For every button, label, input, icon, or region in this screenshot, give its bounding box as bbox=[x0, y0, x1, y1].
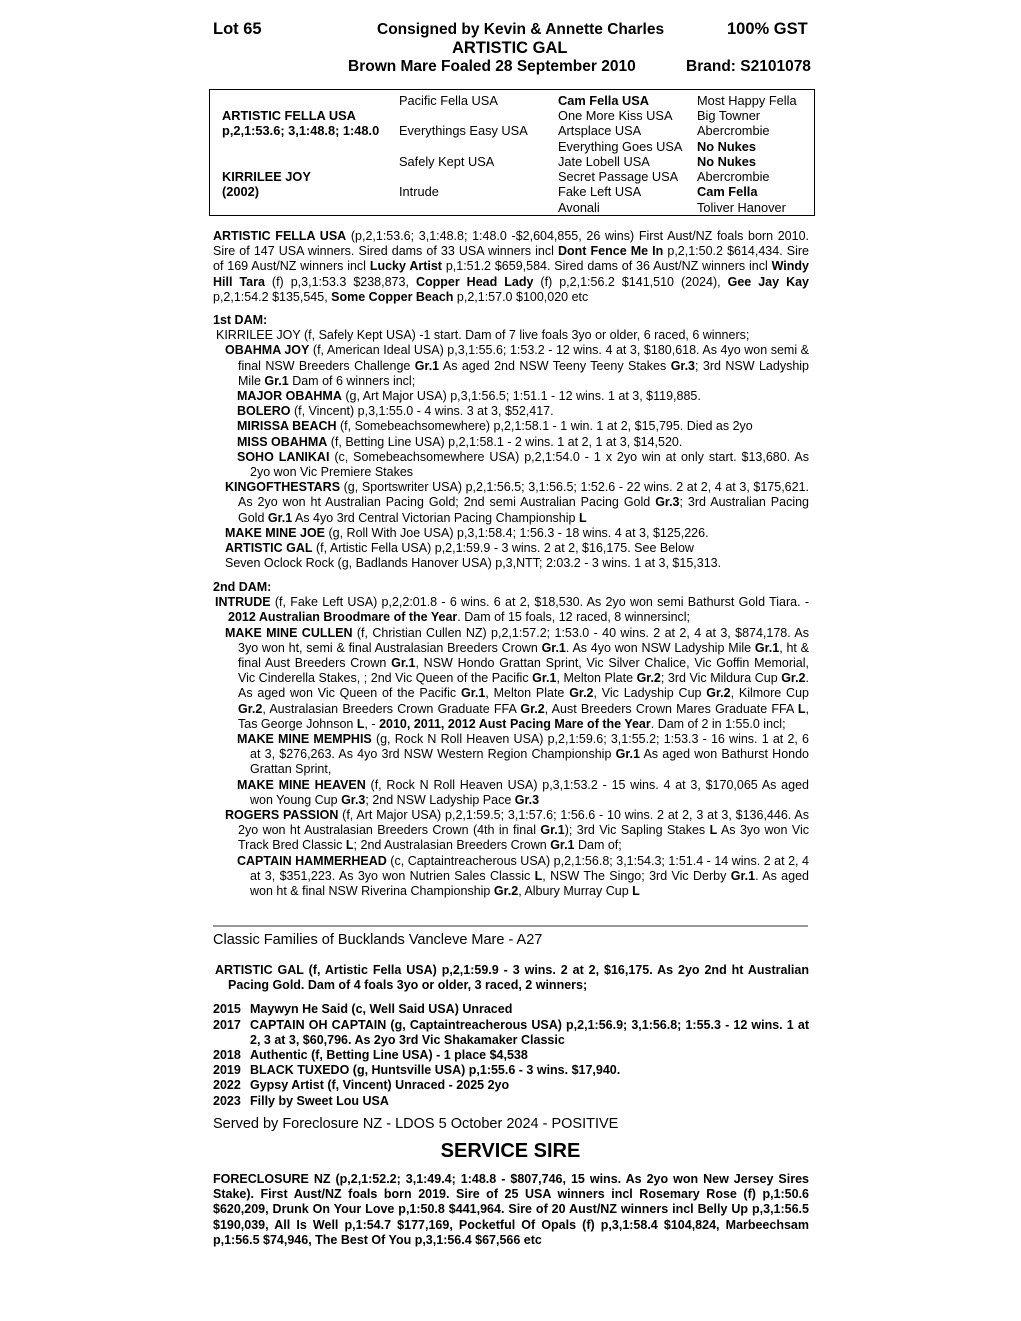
section-divider bbox=[213, 925, 808, 927]
service-sire-text: FORECLOSURE NZ (p,2,1:52.2; 3,1:49.4; 1:48.8 - $807,746, 15 wins. As 2yo won New Jersey Sires Stake). First Aust/NZ foals born 2019. Sire of 25 USA winners incl Rosemary Rose (f) p,1:50.6 $620,209, Drunk On Your Love p,1:50.8 $441,964. Sire of 20 Aust/NZ winners incl Belly Up p,3,1:56.5 $190,039, All Is Well p,1:54.7 $177,169, Pocketful Of Opals (f) p,3,1:58.4 $104,824, Marbeechsam p,1:56.5 $74,946, The Best Of You p,3,1:56.4 $67,566 etc bbox=[213, 1172, 809, 1247]
progeny-entry: BOLERO (f, Vincent) p,3,1:55.0 - 4 wins. 3 at 3, $52,417. bbox=[237, 404, 554, 419]
progeny-year-entry: 2015 Maywyn He Said (c, Well Said USA) Unraced bbox=[213, 1002, 513, 1017]
pedigree-sire: ARTISTIC FELLA USA bbox=[222, 108, 356, 123]
progeny-entry: ARTISTIC GAL (f, Artistic Fella USA) p,2,1:59.9 - 3 wins. 2 at 2, $16,175. See Below bbox=[225, 541, 694, 556]
pedigree-g1: Intrude bbox=[399, 184, 439, 199]
pedigree-g2: Avonali bbox=[558, 200, 600, 215]
progeny-year-entry: 2022 Gypsy Artist (f, Vincent) Unraced - 2025 2yo bbox=[213, 1078, 510, 1093]
horse-name: ARTISTIC GAL bbox=[452, 39, 568, 57]
progeny-year-entry: 2023 Filly by Sweet Lou USA bbox=[213, 1093, 389, 1108]
progeny-year-entry: 2018 Authentic (f, Betting Line USA) - 1 place $4,538 bbox=[213, 1048, 528, 1063]
classic-families-title: Classic Families of Bucklands Vancleve Mare - A27 bbox=[213, 932, 543, 948]
horse-description: Brown Mare Foaled 28 September 2010 bbox=[348, 58, 636, 75]
progeny-entry: MAKE MINE JOE (g, Roll With Joe USA) p,3,1:58.4; 1:56.3 - 18 wins. 4 at 3, $125,226. bbox=[225, 525, 709, 540]
pedigree-g3: No Nukes bbox=[697, 154, 757, 169]
pedigree-g2: Cam Fella USA bbox=[558, 93, 650, 108]
progeny-year-entry: 2019 BLACK TUXEDO (g, Huntsville USA) p,1:55.6 - 3 wins. $17,940. bbox=[213, 1063, 621, 1078]
progeny-entry: Seven Oclock Rock (g, Badlands Hanover USA) p,3,NTT; 2:03.2 - 3 wins. 1 at 3, $15,313. bbox=[225, 556, 722, 571]
progeny-year-entry: 2017 CAPTAIN OH CAPTAIN (g, Captaintreacherous USA) p,2,1:56.9; 3,1:56.8; 1:55.3 - 12 wins. 1 at 2, 3 at 3, $60,796. As 2yo 3rd Vic Shakamaker Classic bbox=[213, 1017, 809, 1047]
gst-status: 100% GST bbox=[727, 20, 808, 38]
pedigree-dam: KIRRILEE JOY bbox=[222, 169, 311, 184]
progeny-entry: MAJOR OBAHMA (g, Art Major USA) p,3,1:56.5; 1:51.1 - 12 wins. 1 at 3, $119,885. bbox=[237, 389, 701, 404]
progeny-entry: SOHO LANIKAI (c, Somebeachsomewhere USA) p,2,1:54.0 - 1 x 2yo win at only start. $13,680. As 2yo won Vic Premiere Stakes bbox=[237, 449, 810, 480]
progeny-entry: MAKE MINE CULLEN (f, Christian Cullen NZ) p,2,1:57.2; 1:53.0 - 40 wins. 2 at 2, 4 at 3, $874,178. As 3yo won ht, semi & final Australasian Breeders Crown Gr.1. As 4yo won NSW Ladyship Mile Gr.1, ht & final Aust Breeders Crown Gr.1, NSW Hondo Grattan Sprint, Vic Silver Chalice, Vic Goffin Memorial, Vic Cinderella Stakes, ; 2nd Vic Queen of the Pacific Gr.1, Melton Plate Gr.2; 3rd Vic Mildura Cup Gr.2. As aged won Vic Queen of the Pacific Gr.1, Melton Plate Gr.2, Vic Ladyship Cup Gr.2, Kilmore Cup Gr.2, Australasian Breeders Crown Graduate FFA Gr.2, Aust Breeders Crown Mares Graduate FFA L, Tas George Johnson L, - 2010, 2011, 2012 Aust Pacing Mare of the Year. Dam of 2 in 1:55.0 incl; bbox=[225, 625, 810, 731]
pedigree-g3: Toliver Hanover bbox=[697, 200, 786, 215]
pedigree-g2: Artsplace USA bbox=[558, 123, 642, 138]
second-dam-intro: INTRUDE (f, Fake Left USA) p,2,2:01.8 - 6 wins. 6 at 2, $18,530. As 2yo won semi Bathurst Gold Tiara. - 2012 Australian Broodmare of the Year. Dam of 15 foals, 12 raced, 8 winnersincl; bbox=[215, 595, 809, 625]
pedigree-g2: Secret Passage USA bbox=[558, 169, 679, 184]
brand: Brand: S2101078 bbox=[686, 58, 811, 75]
progeny-entry: MIRISSA BEACH (f, Somebeachsomewhere) p,2,1:58.1 - 1 win. 1 at 2, $15,795. Died as 2yo bbox=[237, 419, 753, 434]
pedigree-g3: No Nukes bbox=[697, 139, 757, 154]
pedigree-g1: Safely Kept USA bbox=[399, 154, 495, 169]
progeny-entry: MAKE MINE HEAVEN (f, Rock N Roll Heaven USA) p,3,1:53.2 - 15 wins. 4 at 3, $170,065 As aged won Young Cup Gr.3; 2nd NSW Ladyship Pace Gr.3 bbox=[237, 777, 809, 807]
pedigree-g2: Everything Goes USA bbox=[558, 139, 683, 154]
pedigree-g3: Cam Fella bbox=[697, 184, 758, 199]
pedigree-g2: Jate Lobell USA bbox=[558, 154, 650, 169]
pedigree-g3: Abercrombie bbox=[697, 123, 770, 138]
pedigree-g3: Abercrombie bbox=[697, 169, 770, 184]
pedigree-sire-record: p,2,1:53.6; 3,1:48.8; 1:48.0 bbox=[222, 123, 380, 138]
pedigree-dam-year: (2002) bbox=[222, 184, 259, 199]
sire-summary: ARTISTIC FELLA USA (p,2,1:53.6; 3,1:48.8; 1:48.0 -$2,604,855, 26 wins) First Aust/NZ foals born 2010. Sire of 147 USA winners. Sired dams of 33 USA winners incl Dont Fence Me In p,2,1:50.2 $614,434. Sire of 169 Aust/NZ winners incl Lucky Artist p,1:51.2 $659,584. Sired dams of 36 Aust/NZ winners incl Windy Hill Tara (f) p,3,1:53.3 $238,873, Copper Head Lady (f) p,2,1:56.2 $141,510 (2024), Gee Jay Kay p,2,1:54.2 $135,545, Some Copper Beach p,2,1:57.0 $100,020 etc bbox=[213, 229, 810, 304]
classic-summary: ARTISTIC GAL (f, Artistic Fella USA) p,2,1:59.9 - 3 wins. 2 at 2, $16,175. As 2yo 2nd ht Australian Pacing Gold. Dam of 4 foals 3yo or older, 3 raced, 2 winners; bbox=[215, 963, 809, 993]
pedigree-g1: Everythings Easy USA bbox=[399, 123, 528, 138]
progeny-entry: ROGERS PASSION (f, Art Major USA) p,2,1:59.5; 3,1:57.6; 1:56.6 - 10 wins. 2 at 2, 3 at 3, $136,446. As 2yo won ht Australasian Breeders Crown (4th in final Gr.1); 3rd Vic Sapling Stakes L As 3yo won Vic Track Bred Classic L; 2nd Australasian Breeders Crown Gr.1 Dam of; bbox=[225, 808, 810, 853]
progeny-entry: KINGOFTHESTARS (g, Sportswriter USA) p,2,1:56.5; 3,1:56.5; 1:52.6 - 22 wins. 2 at 2, 4 at 3, $175,621. As 2yo won ht Australian Pacing Gold; 2nd semi Australian Pacing Gold Gr.3; 3rd Australian Pacing Gold Gr.1 As 4yo 3rd Central Victorian Pacing Championship L bbox=[225, 480, 810, 525]
pedigree-g2: Fake Left USA bbox=[558, 184, 642, 199]
classic-families bbox=[213, 963, 809, 1109]
pedigree-g3: Most Happy Fella bbox=[697, 93, 797, 108]
first-dam-intro: KIRRILEE JOY (f, Safely Kept USA) -1 start. Dam of 7 live foals 3yo or older, 6 raced, 6 winners; bbox=[216, 328, 750, 343]
second-dam-heading: 2nd DAM: bbox=[213, 580, 272, 594]
pedigree-g2: One More Kiss USA bbox=[558, 108, 673, 123]
service-sire-title: SERVICE SIRE bbox=[440, 1140, 581, 1162]
pedigree-g1: Pacific Fella USA bbox=[399, 93, 498, 108]
lot-number: Lot 65 bbox=[213, 20, 262, 38]
first-dam-section bbox=[213, 313, 809, 571]
served-line: Served by Foreclosure NZ - LDOS 5 October 2024 - POSITIVE bbox=[213, 1116, 619, 1132]
progeny-entry: OBAHMA JOY (f, American Ideal USA) p,3,1:55.6; 1:53.2 - 12 wins. 4 at 3, $180,618. As 4yo won semi & final NSW Breeders Challenge Gr.1 As aged 2nd NSW Teeny Teeny Stakes Gr.3; 3rd NSW Ladyship Mile Gr.1 Dam of 6 winners incl; bbox=[225, 343, 810, 388]
second-dam-section bbox=[213, 580, 809, 899]
first-dam-heading: 1st DAM: bbox=[213, 313, 268, 327]
progeny-entry: MAKE MINE MEMPHIS (g, Rock N Roll Heaven USA) p,2,1:59.6; 3,1:55.2; 1:53.3 - 16 wins. 1 at 2, 6 at 3, $276,263. As 4yo 3rd NSW Western Region Championship Gr.1 As aged won Bathurst Hondo Grattan Sprint, bbox=[237, 732, 810, 777]
consignor: Consigned by Kevin & Annette Charles bbox=[377, 21, 665, 38]
progeny-entry: CAPTAIN HAMMERHEAD (c, Captaintreacherous USA) p,2,1:56.8; 3,1:54.3; 1:51.4 - 14 wins. 2 at 2, 4 at 3, $351,223. As 3yo won Nutrien Sales Classic L, NSW The Singo; 3rd Vic Derby Gr.1. As aged won ht & final NSW Riverina Championship Gr.2, Albury Murray Cup L bbox=[237, 853, 809, 899]
pedigree-g3: Big Towner bbox=[697, 108, 761, 123]
progeny-entry: MISS OBAHMA (f, Betting Line USA) p,2,1:58.1 - 2 wins. 1 at 2, 1 at 3, $14,520. bbox=[237, 434, 683, 449]
